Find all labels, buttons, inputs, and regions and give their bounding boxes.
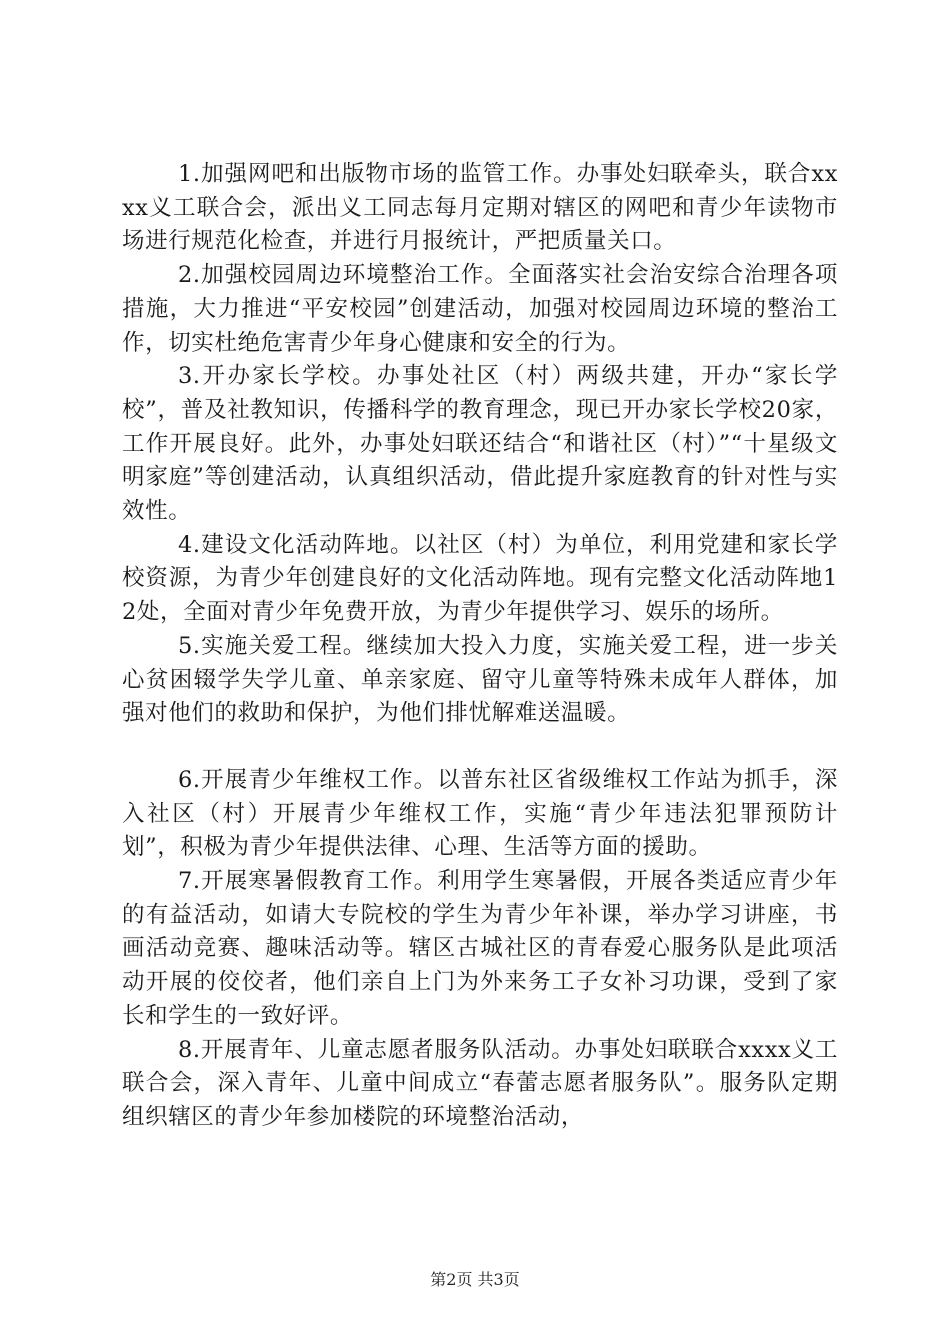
paragraph-item-7: 7.开展寒暑假教育工作。利用学生寒暑假，开展各类适应青少年的有益活动，如请大专院校的学生为青少年补课，举办学习讲座，书画活动竞赛、趣味活动等。辖区古城社区的青春爱心服务队是此项活动开展的佼佼者，他们亲自上门为外来务工子女补习功课，受到了家长和学生的一致好评。 (122, 868, 838, 1029)
paragraph-item-8: 8.开展青年、儿童志愿者服务队活动。办事处妇联联合xxxx义工联合会，深入青年、儿童中间成立“春蕾志愿者服务队”。服务队定期组织辖区的青少年参加楼院的环境整治活动， (122, 1036, 838, 1130)
document-body (122, 158, 838, 1135)
paragraph-item-2: 2.加强校园周边环境整治工作。全面落实社会治安综合治理各项措施，大力推进“平安校园”创建活动，加强对校园周边环境的整治工作，切实杜绝危害青少年身心健康和安全的行为。 (122, 262, 838, 356)
paragraph-spacer (122, 731, 838, 764)
paragraph-item-4: 4.建设文化活动阵地。以社区（村）为单位，利用党建和家长学校资源，为青少年创建良好的文化活动阵地。现有完整文化活动阵地12处，全面对青少年免费开放，为青少年提供学习、娱乐的场所。 (122, 531, 838, 626)
paragraph-item-5: 5.实施关爱工程。继续加大投入力度，实施关爱工程，进一步关心贫困辍学失学儿童、单亲家庭、留守儿童等特殊未成年人群体，加强对他们的救助和保护，为他们排忧解难送温暖。 (122, 632, 838, 727)
page-number-footer: 第2页 共3页 (430, 1270, 520, 1289)
paragraph-item-6: 6.开展青少年维权工作。以普东社区省级维权工作站为抓手，深入社区（村）开展青少年维权工作，实施“青少年违法犯罪预防计划”，积极为青少年提供法律、心理、生活等方面的援助。 (122, 766, 838, 861)
paragraph-item-3: 3.开办家长学校。办事处社区（村）两级共建，开办“家长学校”，普及社教知识，传播科学的教育理念，现已开办家长学校20家，工作开展良好。此外，办事处妇联还结合“和谐社区（村）”“十星级文明家庭”等创建活动，认真组织活动，借此提升家庭教育的针对性与实效性。 (122, 363, 838, 525)
paragraph-item-1: 1.加强网吧和出版物市场的监管工作。办事处妇联牵头，联合xxxx义工联合会，派出义工同志每月定期对辖区的网吧和青少年读物市场进行规范化检查，并进行月报统计，严把质量关口。 (122, 161, 838, 255)
